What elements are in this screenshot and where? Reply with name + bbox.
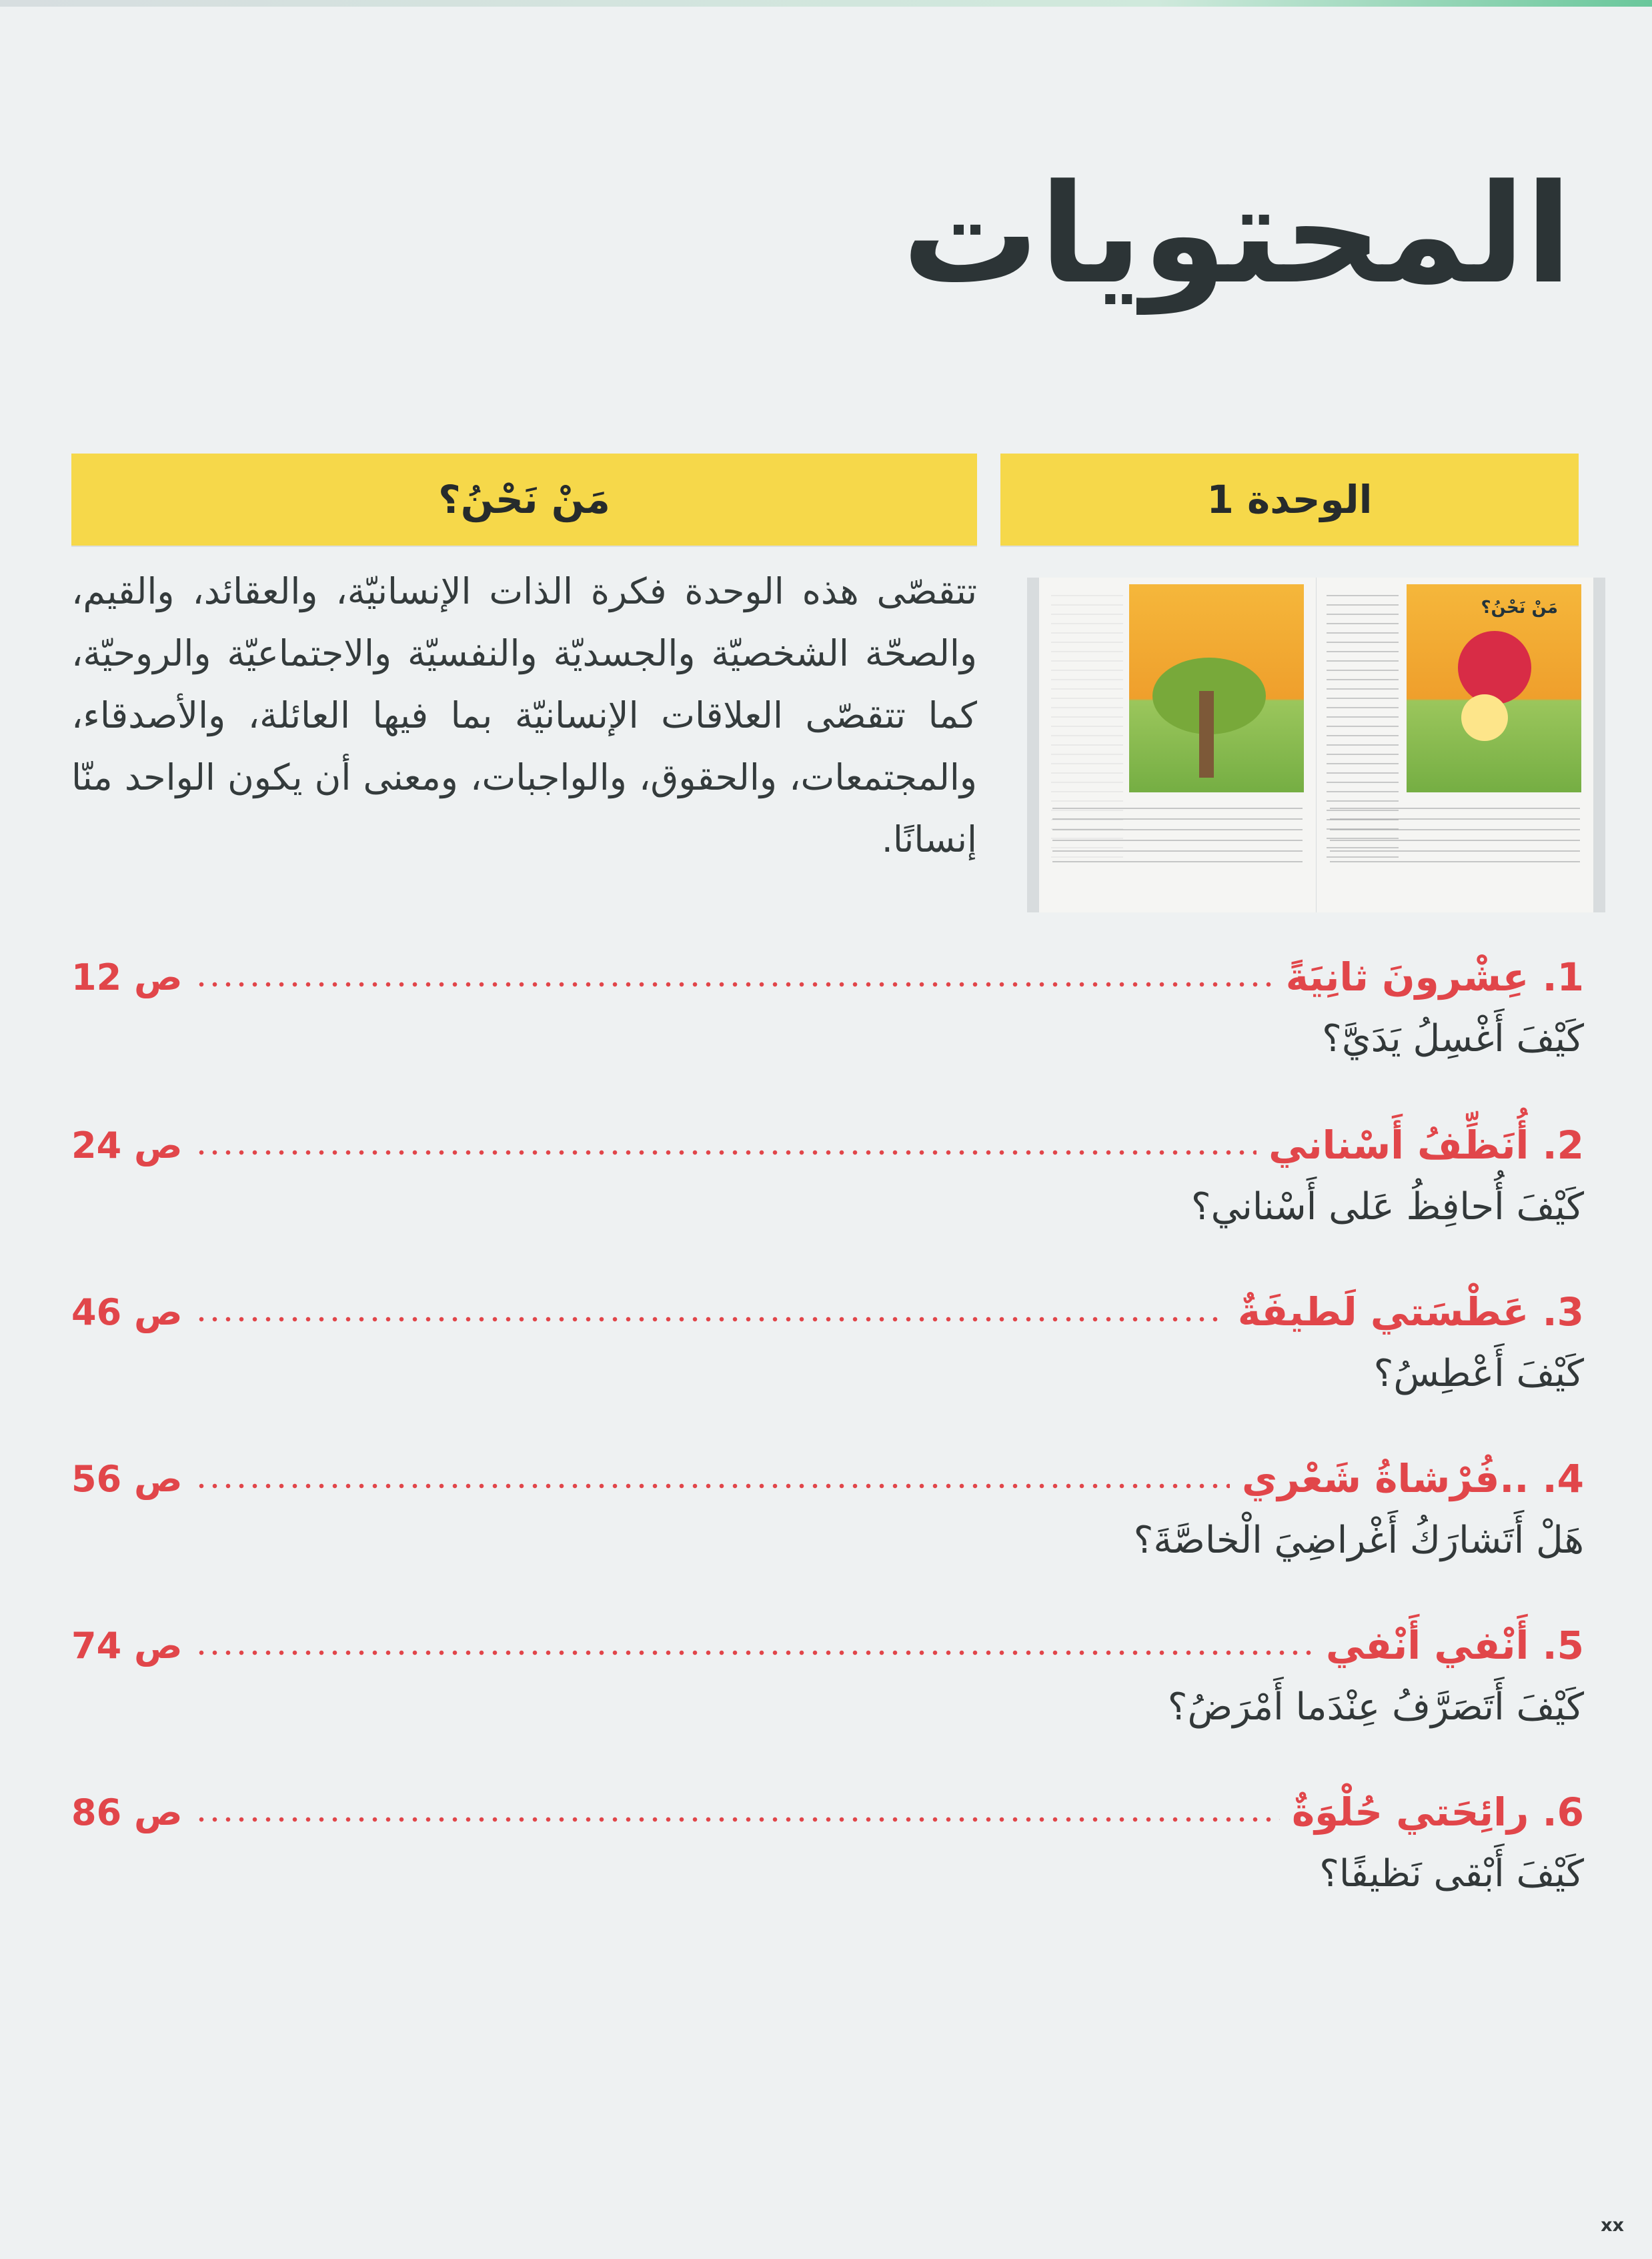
book-preview-image (1027, 578, 1605, 912)
dotted-leader (195, 1646, 1314, 1659)
toc-question: كَيْفَ أَتَصَرَّفُ عِنْدَما أَمْرَضُ؟ (1167, 1685, 1584, 1729)
toc-entry-2[interactable] (71, 1118, 1584, 1232)
toc-title: 4. ..فُرْشاةُ شَعْري (1242, 1456, 1584, 1501)
toc-entry-4[interactable] (71, 1452, 1584, 1565)
book-preview-heading: مَنْ نَحْنُ؟ (1481, 598, 1558, 618)
tree-and-children-illustration (1129, 584, 1304, 792)
toc-entry-6[interactable] (71, 1785, 1584, 1899)
unit-description: تتقصّى هذه الوحدة فكرة الذات الإنسانيّة، والعقائد، والقيم، والصحّة الشخصيّة والجسديّة والنفسيّة والاجتماعيّة والروحيّة، كما تتقصّى العلاقات الإنسانيّة بما فيها العائلة، والأصدقاء، والمجتمعات، والحقوق، والواجبات، ومعنى أن يكون الواحد منّا إنسانًا. (71, 570, 977, 860)
toc-question: كَيْفَ أَغْسِلُ يَدَيَّ؟ (1322, 1017, 1584, 1060)
dotted-leader (195, 1813, 1280, 1826)
toc-title: 1. عِشْرونَ ثانِيَةً (1285, 954, 1584, 1000)
unit-name: مَنْ نَحْنُ؟ (438, 477, 610, 522)
toc-title-row (71, 1285, 1584, 1339)
toc-question: هَلْ أَتَشارَكُ أَغْراضِيَ الْخاصَّةَ؟ (1133, 1519, 1584, 1562)
toc-page-number: ص 74 (71, 1624, 183, 1667)
tree-trunk-shape (1199, 691, 1214, 778)
page-number: xx (1601, 2215, 1624, 2236)
dotted-leader (195, 1479, 1230, 1493)
book-preview-left-page (1039, 578, 1316, 912)
toc-title-row (71, 1452, 1584, 1505)
unit-label-bar (1000, 454, 1579, 546)
toc-title-row (71, 1118, 1584, 1172)
toc-page-number: ص 12 (71, 956, 183, 998)
book-preview-right-page (1317, 578, 1593, 912)
toc-entry-3[interactable] (71, 1285, 1584, 1399)
book-right-page-caption-lines (1330, 808, 1580, 871)
sun-shape (1461, 694, 1508, 741)
toc-entry-1[interactable] (71, 950, 1584, 1064)
dotted-leader (195, 1313, 1226, 1326)
toc-title-row (71, 950, 1584, 1004)
toc-page-number: ص 86 (71, 1791, 183, 1833)
toc-title-row (71, 1785, 1584, 1839)
dotted-leader (195, 1146, 1257, 1159)
toc-title: 3. عَطْسَتي لَطيفَةٌ (1237, 1289, 1584, 1335)
toc-page-number: ص 56 (71, 1457, 183, 1500)
toc-page-number: ص 46 (71, 1291, 183, 1333)
top-color-strip (0, 0, 1652, 7)
red-question-badge (1458, 631, 1531, 704)
unit-name-bar (71, 454, 977, 546)
toc-question: كَيْفَ أَعْطِسُ؟ (1373, 1352, 1584, 1395)
toc-question: كَيْفَ أَبْقى نَظيفًا؟ (1319, 1852, 1584, 1896)
toc-title: 2. أُنَظِّفُ أَسْناني (1269, 1122, 1584, 1168)
toc-title-row (71, 1619, 1584, 1672)
sunset-children-illustration (1407, 584, 1581, 792)
toc-entry-5[interactable] (71, 1619, 1584, 1732)
toc-page-number: ص 24 (71, 1124, 183, 1167)
toc-question: كَيْفَ أُحافِظُ عَلى أَسْناني؟ (1190, 1185, 1584, 1229)
unit-label: الوحدة 1 (1206, 477, 1373, 522)
page-title: المحتويات (902, 155, 1572, 314)
toc-title: 5. أَنْفي أَنْفي (1326, 1623, 1584, 1668)
toc-title: 6. رائِحَتي حُلْوَةٌ (1291, 1789, 1584, 1835)
book-left-page-caption-lines (1052, 808, 1303, 871)
dotted-leader (195, 978, 1274, 991)
